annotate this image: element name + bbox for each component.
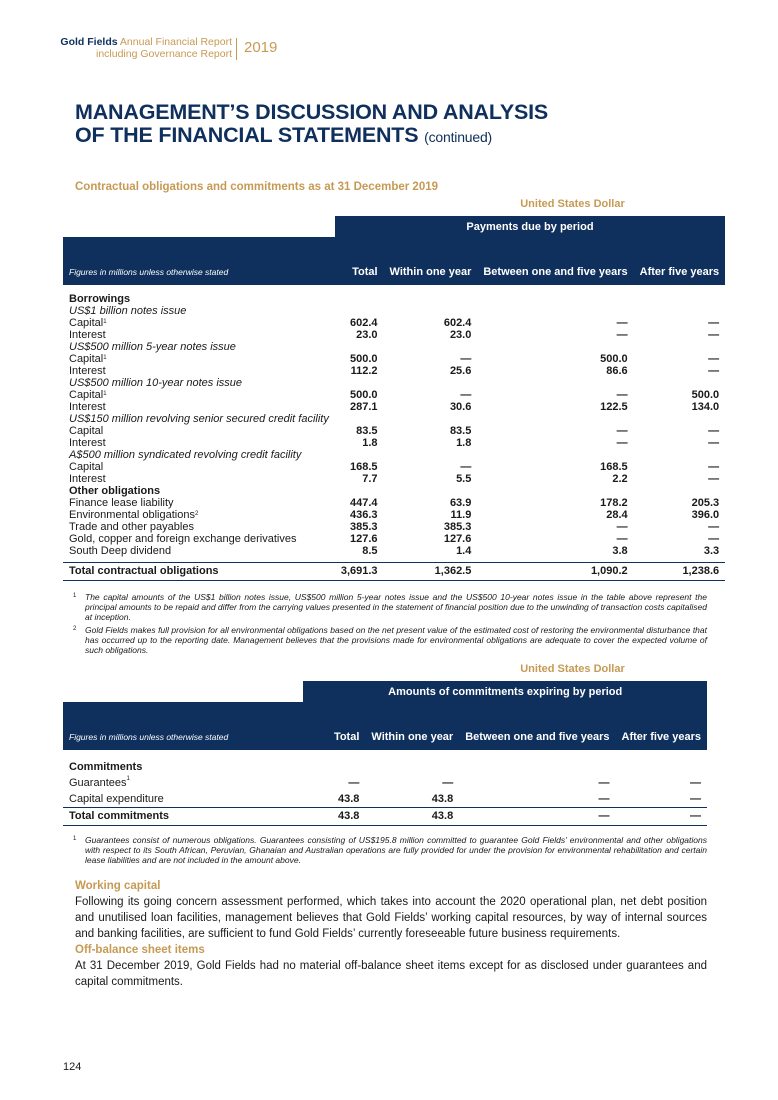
cell-within-one-year: — [460, 353, 472, 365]
cell-total: 287.1 [350, 401, 378, 413]
cell-within-one-year: 43.8 [431, 792, 454, 805]
brand-line1: Annual Financial Report [119, 36, 232, 48]
row-label-text: Guarantees [69, 777, 127, 789]
commitments-table [63, 681, 707, 826]
row-label [63, 473, 335, 485]
working-capital-text: Following its going concern assessment performed, which takes into account the 2020 operational plan, net debt position and unutilised loan facilities, management believes that Gold Fields’ working capital resources, by way of internal sources and banking facilities, are sufficient to fund Gold Fields’ currently foreseeable future business requirements. [75, 896, 707, 940]
footnote-ref: 2 [194, 511, 199, 517]
cell-after-five-years [634, 305, 726, 317]
cell-one-to-five-years: 168.5 [600, 461, 628, 473]
row-label-text: US$1 billion notes issue [69, 305, 187, 317]
cell-total [335, 341, 384, 353]
cell-within-one-year: 25.6 [449, 365, 472, 377]
report-header [0, 36, 778, 66]
cell-after-five-years: 396.0 [691, 509, 720, 521]
header-divider [236, 38, 237, 60]
row-label-text: Finance lease liability [69, 497, 174, 509]
cell-within-one-year: 1.4 [456, 545, 472, 557]
row-label-text: US$150 million revolving senior secured credit facility [69, 413, 329, 425]
row-label [63, 533, 335, 545]
cell-after-five-years: 134.0 [691, 401, 720, 413]
total-label: Total contractual obligations [63, 562, 335, 580]
cell-within-one-year: — [460, 389, 472, 401]
table-row [63, 389, 725, 401]
row-label [63, 389, 335, 401]
cell-within-one-year [384, 305, 478, 317]
cell-total: 112.2 [350, 365, 378, 377]
cell-total: 83.5 [356, 425, 378, 437]
cell-after-five-years [634, 377, 726, 389]
brand-name: Gold Fields [60, 36, 118, 48]
total-cell: — [616, 807, 708, 825]
cell-after-five-years: 500.0 [691, 389, 720, 401]
cell-one-to-five-years [477, 293, 633, 305]
cell-after-five-years: — [690, 792, 701, 805]
row-label-text: Trade and other payables [69, 521, 194, 533]
commitments-band: Amounts of commitments expiring by period [303, 681, 707, 702]
cell-one-to-five-years: — [616, 317, 628, 329]
table-row [63, 401, 725, 413]
row-label [63, 545, 335, 557]
cell-one-to-five-years: 122.5 [600, 401, 628, 413]
page-title [75, 101, 715, 149]
row-label-text: Other obligations [69, 485, 161, 497]
footnote-ref: 1 [126, 776, 130, 782]
page-number: 124 [63, 1061, 82, 1073]
cell-total: 127.6 [350, 533, 378, 545]
col-after-five-years: After five years [634, 237, 726, 285]
cell-one-to-five-years: — [598, 792, 610, 805]
cell-one-to-five-years: 28.4 [606, 509, 628, 521]
row-label [63, 305, 335, 317]
cell-total [335, 377, 384, 389]
total-cell: — [459, 807, 615, 825]
off-balance-section [75, 942, 707, 990]
footnote-text: The capital amounts of the US$1 billion notes issue, US$500 million 5-year notes issue and the US$500 10-year notes issue in the table above represent the principal amounts to be repaid and differ from the carrying values presented in the statement of financial position due to the unwinding of transaction costs capitalised at inception. [85, 592, 707, 622]
band-spacer [63, 681, 303, 702]
row-label-text: A$500 million syndicated revolving credit facility [69, 449, 302, 461]
cell-after-five-years: 205.3 [691, 497, 720, 509]
total-cell: 43.8 [365, 807, 459, 825]
row-label-text: Interest [69, 365, 106, 377]
cell-one-to-five-years: — [616, 521, 628, 533]
cell-total: 436.3 [350, 509, 378, 521]
cell-within-one-year [384, 377, 478, 389]
cell-total: 168.5 [350, 461, 378, 473]
total-cell: 43.8 [303, 807, 365, 825]
cell-total [335, 305, 384, 317]
row-label [63, 377, 335, 389]
row-label [63, 329, 335, 341]
row-label-text: Interest [69, 329, 106, 341]
cell-within-one-year [384, 485, 478, 497]
cell-one-to-five-years: — [598, 777, 610, 789]
contractual-currency: United States Dollar [520, 198, 625, 210]
subsection-row [63, 341, 725, 353]
footnote-text: Gold Fields makes full provision for all environmental obligations based on the net present value of the estimated cost of restoring the environmental disturbance that has occurred up to the reporting date. Management believes that the provisions made for environmental obligations are adequate to cover the expected volume of such obligations. [85, 625, 707, 655]
cell-within-one-year: 1.8 [456, 437, 472, 449]
row-label [63, 509, 335, 521]
col-one-to-five-years: Between one and five years [459, 702, 615, 750]
footnote-ref: 1 [103, 319, 107, 325]
col-after-five-years: After five years [616, 702, 708, 750]
off-balance-text: At 31 December 2019, Gold Fields had no material off-balance sheet items except for as disclosed under guarantees and capital commitments. [75, 960, 707, 988]
table-row [63, 365, 725, 377]
title-continued: (continued) [424, 129, 492, 145]
footnote-marker: 1 [73, 836, 77, 842]
row-label-text: Capital [69, 425, 104, 437]
cell-after-five-years [634, 485, 726, 497]
col-within-one-year: Within one year [365, 702, 459, 750]
cell-after-five-years [634, 413, 726, 425]
footnote-ref: 1 [103, 391, 107, 397]
total-cell: 3,691.3 [335, 562, 384, 580]
row-label-text: Interest [69, 437, 106, 449]
cell-within-one-year: 30.6 [449, 401, 472, 413]
row-label-text: Capital [69, 389, 104, 401]
subsection-row [63, 377, 725, 389]
cell-within-one-year: 23.0 [449, 329, 472, 341]
footnote-ref: 1 [103, 355, 107, 361]
table-row [63, 545, 725, 557]
cell-after-five-years: — [708, 329, 720, 341]
table-row [63, 533, 725, 545]
row-label [63, 449, 335, 461]
col-total: Total [335, 237, 384, 285]
cell-one-to-five-years: — [616, 389, 628, 401]
cell-after-five-years: — [708, 365, 720, 377]
cell-after-five-years [634, 293, 726, 305]
cell-within-one-year: 127.6 [443, 533, 472, 545]
cell-within-one-year: — [460, 461, 472, 473]
total-label: Total commitments [63, 807, 303, 825]
cell-total: — [348, 777, 360, 789]
row-label-text: Environmental obligations [69, 509, 195, 521]
row-label-text: Interest [69, 473, 106, 485]
table-row [63, 775, 707, 791]
cell-one-to-five-years: 3.8 [612, 545, 628, 557]
cell-within-one-year [384, 449, 478, 461]
cell-total: 8.5 [362, 545, 378, 557]
cell-after-five-years: — [708, 353, 720, 365]
subsection-row [63, 305, 725, 317]
cell-after-five-years: — [708, 461, 720, 473]
cell-one-to-five-years [477, 449, 633, 461]
section-row [63, 293, 725, 305]
row-label-text: Interest [69, 401, 106, 413]
col-total: Total [303, 702, 365, 750]
working-capital-section [75, 878, 707, 942]
cell-after-five-years: — [708, 437, 720, 449]
cell-total: 500.0 [350, 389, 378, 401]
cell-after-five-years: — [708, 473, 720, 485]
row-label-text: Gold, copper and foreign exchange derivatives [69, 533, 297, 545]
cell-one-to-five-years: — [616, 437, 628, 449]
row-label [63, 425, 335, 437]
cell-total: 1.8 [362, 437, 378, 449]
total-row [63, 807, 707, 825]
row-label-text: South Deep dividend [69, 545, 172, 557]
row-label [63, 497, 335, 509]
report-brand [60, 36, 232, 60]
cell-after-five-years: — [708, 521, 720, 533]
cell-within-one-year [384, 413, 478, 425]
cell-total: 43.8 [337, 792, 360, 805]
title-line1: MANAGEMENT’S DISCUSSION AND ANALYSIS [75, 100, 549, 124]
row-label-text: US$500 million 5-year notes issue [69, 341, 236, 353]
cell-one-to-five-years: 178.2 [600, 497, 628, 509]
table-row [63, 353, 725, 365]
cell-one-to-five-years: — [616, 329, 628, 341]
footnote-1 [75, 592, 707, 622]
table-row [63, 791, 707, 807]
table-row [63, 497, 725, 509]
cell-one-to-five-years: — [616, 425, 628, 437]
table-row [63, 437, 725, 449]
cell-within-one-year: 63.9 [449, 497, 472, 509]
brand-line2: including Governance Report [96, 48, 232, 60]
row-label [63, 485, 335, 497]
cell-within-one-year: 83.5 [449, 425, 472, 437]
total-cell: 1,362.5 [384, 562, 478, 580]
spacer [63, 285, 725, 293]
table-row [63, 521, 725, 533]
cell-one-to-five-years [477, 341, 633, 353]
commitments-section-label: Commitments [69, 760, 143, 773]
footnote-marker: 1 [73, 593, 77, 599]
row-label [63, 293, 335, 305]
cell-within-one-year: — [442, 777, 454, 789]
row-label: Capital expenditure [69, 792, 164, 805]
off-balance-heading: Off-balance sheet items [75, 944, 205, 956]
cell-within-one-year: 11.9 [450, 509, 472, 521]
footnote-marker: 2 [73, 626, 77, 632]
cell-one-to-five-years [477, 377, 633, 389]
figures-note: Figures in millions unless otherwise stated [63, 702, 303, 750]
row-label [63, 353, 335, 365]
table-row [63, 329, 725, 341]
cell-one-to-five-years [477, 485, 633, 497]
cell-total [335, 449, 384, 461]
row-label-text: Capital [69, 317, 104, 329]
cell-one-to-five-years: 86.6 [606, 365, 628, 377]
table-row [63, 461, 725, 473]
row-label-text: Borrowings [69, 293, 131, 305]
table-row [63, 473, 725, 485]
cell-after-five-years: 3.3 [703, 545, 720, 557]
cell-within-one-year: 5.5 [456, 473, 472, 485]
footnote-text: Guarantees consist of numerous obligations. Guarantees consisting of US$195.8 million committed to guarantee Gold Fields’ environmental and other obligations with respect to its South African, Peruvian, Ghanaian and Australian operations are fully provided for under the provision for environmental rehabilitation and certain lease liabilities and are not included in the amount above. [85, 835, 707, 865]
contractual-heading: Contractual obligations and commitments as at 31 December 2019 [75, 181, 439, 193]
row-label [63, 401, 335, 413]
cell-total: 7.7 [362, 473, 378, 485]
cell-total: 385.3 [350, 521, 378, 533]
cell-after-five-years: — [690, 777, 701, 789]
commitments-currency: United States Dollar [520, 663, 625, 675]
section-row [63, 485, 725, 497]
cell-after-five-years: — [708, 317, 720, 329]
row-label [63, 437, 335, 449]
cell-total: 447.4 [350, 497, 378, 509]
cell-within-one-year [384, 341, 478, 353]
col-one-to-five-years: Between one and five years [477, 237, 633, 285]
cell-one-to-five-years [477, 413, 633, 425]
row-label [63, 413, 335, 425]
row-label-text: Capital [69, 353, 104, 365]
cell-total: 602.4 [350, 317, 378, 329]
cell-total: 500.0 [350, 353, 378, 365]
row-label [63, 521, 335, 533]
row-label [63, 365, 335, 377]
cell-after-five-years: — [708, 533, 720, 545]
spacer [63, 750, 707, 758]
contractual-obligations-table [63, 216, 725, 581]
title-line2: OF THE FINANCIAL STATEMENTS [75, 123, 419, 147]
cell-after-five-years [634, 449, 726, 461]
cell-after-five-years [634, 341, 726, 353]
cell-one-to-five-years: 500.0 [600, 353, 628, 365]
cell-within-one-year [384, 293, 478, 305]
working-capital-heading: Working capital [75, 880, 161, 892]
table-row [63, 425, 725, 437]
cell-within-one-year: 602.4 [443, 317, 472, 329]
figures-note: Figures in millions unless otherwise stated [63, 237, 335, 285]
row-label [63, 317, 335, 329]
commitments-footnote [75, 835, 707, 865]
footnote-2 [75, 625, 707, 655]
cell-total [335, 293, 384, 305]
col-within-one-year: Within one year [384, 237, 478, 285]
table-row [63, 317, 725, 329]
cell-total: 23.0 [356, 329, 378, 341]
row-label [63, 775, 303, 791]
row-label-text: Capital [69, 461, 104, 473]
cell-total [335, 413, 384, 425]
total-cell: 1,090.2 [477, 562, 633, 580]
cell-after-five-years: — [708, 425, 720, 437]
band-spacer [63, 216, 335, 237]
total-cell: 1,238.6 [634, 562, 726, 580]
table-row [63, 509, 725, 521]
cell-one-to-five-years [477, 305, 633, 317]
report-year: 2019 [244, 39, 278, 56]
row-label-text: US$500 million 10-year notes issue [69, 377, 243, 389]
contractual-band: Payments due by period [335, 216, 725, 237]
cell-one-to-five-years: 2.2 [612, 473, 628, 485]
subsection-row [63, 413, 725, 425]
cell-one-to-five-years: — [616, 533, 628, 545]
subsection-row [63, 449, 725, 461]
total-row [63, 562, 725, 580]
row-label [63, 341, 335, 353]
row-label [63, 461, 335, 473]
cell-within-one-year: 385.3 [443, 521, 472, 533]
cell-total [335, 485, 384, 497]
